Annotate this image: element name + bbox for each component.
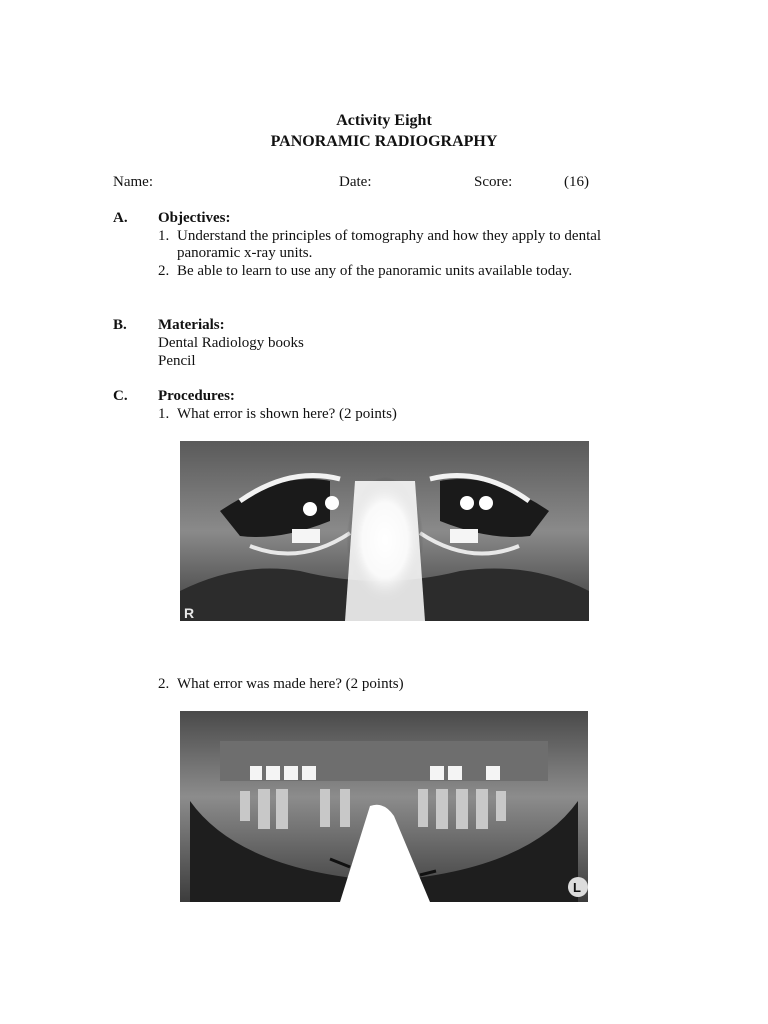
- section-a-heading: Objectives:: [158, 210, 231, 226]
- section-a-letter: A.: [113, 210, 128, 226]
- name-label: Name:: [113, 174, 153, 190]
- question-2-text: What error was made here? (2 points): [177, 676, 404, 692]
- xray-marker-l: L: [573, 880, 581, 895]
- score-label: Score:: [474, 174, 513, 190]
- panoramic-xray-image-2: [180, 711, 588, 902]
- question-1-text: What error is shown here? (2 points): [177, 406, 397, 422]
- objective-1-number: 1.: [158, 228, 170, 244]
- panoramic-xray-image-1: [180, 441, 589, 621]
- score-value: (16): [564, 174, 589, 190]
- section-c-heading: Procedures:: [158, 388, 235, 404]
- question-2-number: 2.: [158, 676, 170, 692]
- xray-marker-r: R: [184, 605, 195, 621]
- date-label: Date:: [339, 174, 372, 190]
- document-title: Activity Eight: [336, 112, 432, 129]
- document-subtitle: PANORAMIC RADIOGRAPHY: [270, 133, 498, 150]
- objective-2-number: 2.: [158, 263, 170, 279]
- objective-1-text: Understand the principles of tomography and how they apply to dental: [177, 228, 602, 244]
- section-b-letter: B.: [113, 317, 127, 333]
- section-c-letter: C.: [113, 388, 128, 404]
- section-b-heading: Materials:: [158, 317, 225, 333]
- objective-1-text-cont: panoramic x-ray units.: [177, 245, 313, 261]
- objective-2-text: Be able to learn to use any of the panoramic units available today.: [177, 263, 573, 279]
- question-1-number: 1.: [158, 406, 170, 422]
- material-item: Dental Radiology books: [158, 335, 304, 351]
- material-item: Pencil: [158, 353, 196, 369]
